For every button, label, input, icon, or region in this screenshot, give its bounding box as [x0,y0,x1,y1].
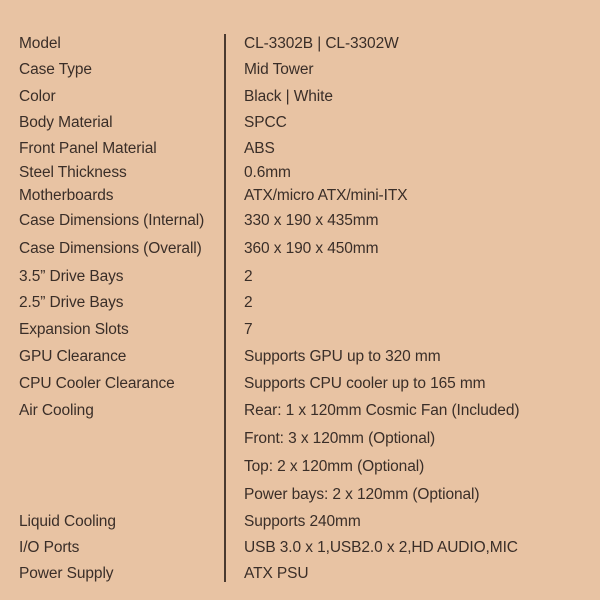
spec-value: 7 [244,321,253,338]
spec-value: 360 x 190 x 450mm [244,240,379,257]
spec-row-case-dimensions-internal [0,211,600,231]
spec-label: Air Cooling [19,402,94,419]
spec-row-model [0,34,600,54]
spec-row-cpu-cooler-clearance [0,374,600,394]
spec-value: Power bays: 2 x 120mm (Optional) [244,486,480,503]
spec-label: Body Material [19,114,113,131]
spec-label: Steel Thickness [19,164,127,181]
spec-value: Rear: 1 x 120mm Cosmic Fan (Included) [244,402,520,419]
spec-label: Color [19,88,56,105]
spec-row-air-cooling [0,401,600,421]
spec-value: Top: 2 x 120mm (Optional) [244,458,425,475]
spec-value: ABS [244,140,275,157]
spec-value: Supports CPU cooler up to 165 mm [244,375,486,392]
spec-row-power-supply [0,564,600,584]
spec-label: Motherboards [19,187,114,204]
spec-label: Liquid Cooling [19,513,116,530]
spec-label: Power Supply [19,565,114,582]
spec-label: Case Dimensions (Overall) [19,240,202,257]
spec-row-case-type [0,60,600,80]
spec-label: Case Type [19,61,92,78]
spec-row-color [0,87,600,107]
spec-row-air-cooling-cont [0,457,600,477]
spec-row-body-material [0,113,600,133]
spec-row-motherboards [0,186,600,206]
spec-label: Front Panel Material [19,140,157,157]
spec-value: 2 [244,294,253,311]
spec-row-2-5-drive-bays [0,293,600,313]
spec-row-steel-thickness [0,163,600,183]
spec-row-3-5-drive-bays [0,267,600,287]
spec-row-gpu-clearance [0,347,600,367]
spec-label: I/O Ports [19,539,80,556]
spec-value: 2 [244,268,253,285]
spec-label: 2.5” Drive Bays [19,294,124,311]
spec-value: Supports 240mm [244,513,361,530]
spec-label: Expansion Slots [19,321,129,338]
spec-value: Black | White [244,88,333,105]
spec-value: 0.6mm [244,164,291,181]
spec-label: 3.5” Drive Bays [19,268,124,285]
spec-value: Front: 3 x 120mm (Optional) [244,430,436,447]
spec-value: SPCC [244,114,287,131]
spec-row-air-cooling-cont [0,485,600,505]
spec-value: Supports GPU up to 320 mm [244,348,441,365]
spec-row-liquid-cooling [0,512,600,532]
spec-label: Case Dimensions (Internal) [19,212,205,229]
spec-label: GPU Clearance [19,348,127,365]
spec-row-front-panel-material [0,139,600,159]
spec-value: CL-3302B | CL-3302W [244,35,399,52]
spec-row-expansion-slots [0,320,600,340]
spec-value: ATX/micro ATX/mini-ITX [244,187,408,204]
spec-value: Mid Tower [244,61,314,78]
spec-label: Model [19,35,61,52]
spec-value: 330 x 190 x 435mm [244,212,379,229]
spec-row-case-dimensions-overall [0,239,600,259]
spec-row-air-cooling-cont [0,429,600,449]
spec-value: ATX PSU [244,565,309,582]
spec-row-io-ports [0,538,600,558]
spec-label: CPU Cooler Clearance [19,375,175,392]
spec-value: USB 3.0 x 1,USB2.0 x 2,HD AUDIO,MIC [244,539,518,556]
